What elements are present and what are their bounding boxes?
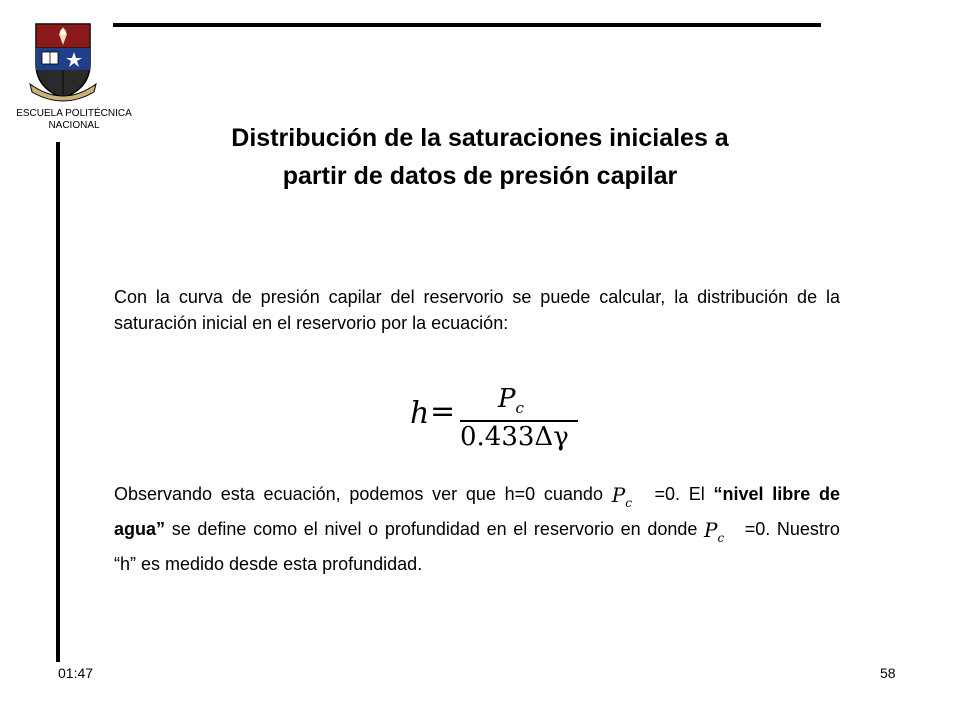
pc-symbol-letter: P: [611, 483, 626, 507]
pc-symbol-inline: [612, 482, 632, 516]
formula-numerator-subscript: c: [515, 399, 524, 418]
institution-name: [6, 108, 142, 132]
paragraph-intro: Con la curva de presión capilar del reservorio se puede calcular, la distribución de la saturación inicial en el reservorio por la ecuación:: [114, 287, 840, 333]
top-rule: [113, 23, 821, 27]
paragraph-observation: [114, 481, 840, 577]
side-rule: [56, 142, 60, 662]
page-number: 58: [880, 665, 896, 681]
formula-lhs: h: [410, 396, 430, 431]
formula-numerator: [498, 384, 524, 417]
formula-equals: =: [430, 394, 456, 429]
slide-title-line2: partir de datos de presión capilar: [282, 162, 678, 190]
pc-symbol-letter-2: P: [704, 518, 718, 542]
slide-title-line1: Distribución de la saturaciones iniciales a: [231, 124, 729, 152]
pc-symbol-inline-2: [704, 517, 724, 551]
formula-denominator: 0.433Δγ: [460, 422, 569, 452]
pc-symbol-subscript-2: c: [717, 531, 725, 545]
free-water-level-term: “nivel libre de agua”: [114, 484, 840, 539]
slide-title: [150, 119, 810, 195]
institution-crest-icon: [28, 18, 98, 108]
pc-symbol-subscript: c: [625, 496, 632, 510]
institution-name-line1: ESCUELA POLITÉCNICA: [16, 108, 132, 119]
observation-part2: =0. El: [654, 484, 705, 504]
institution-name-line2: NACIONAL: [48, 120, 100, 131]
observation-part1: Observando esta ecuación, podemos ver que h=0 cuando: [114, 484, 603, 504]
observation-part4: =0. Nuestro “h” es medido desde esta profundidad.: [114, 519, 840, 574]
footer-time: 01:47: [58, 665, 94, 681]
observation-part3: se define como el nivel o profundidad en el reservorio en donde: [171, 519, 698, 539]
formula-numerator-symbol: P: [498, 384, 516, 414]
height-formula: [408, 384, 578, 460]
